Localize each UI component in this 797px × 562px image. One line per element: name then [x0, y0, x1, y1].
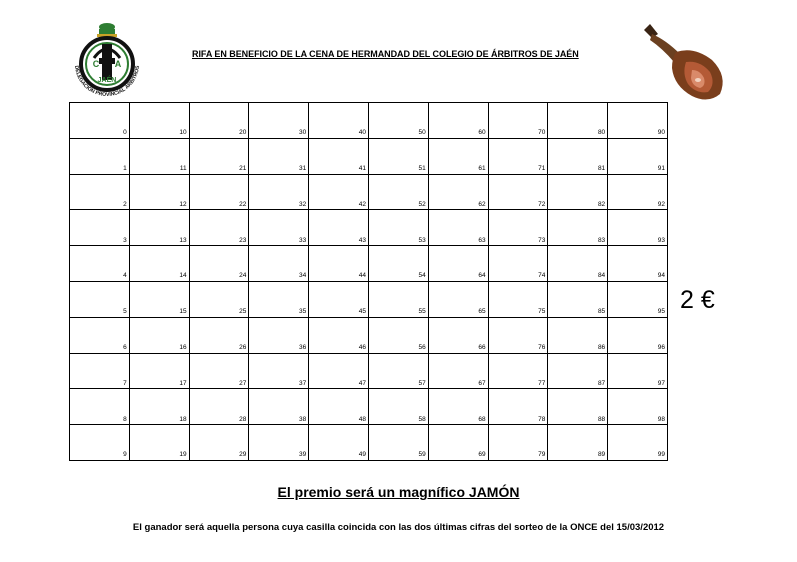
raffle-cell[interactable]: [548, 281, 608, 317]
raffle-cell-number: 92: [657, 200, 665, 208]
raffle-cell[interactable]: [309, 174, 369, 210]
raffle-cell-number: 95: [657, 308, 665, 316]
raffle-cell[interactable]: [129, 389, 189, 425]
raffle-cell-number: 7: [123, 379, 127, 387]
raffle-cell-number: 98: [657, 415, 665, 423]
raffle-cell-number: 17: [179, 379, 187, 387]
raffle-cell[interactable]: [488, 246, 548, 282]
raffle-cell[interactable]: [488, 317, 548, 353]
raffle-cell[interactable]: [608, 246, 668, 282]
raffle-cell[interactable]: [70, 210, 130, 246]
raffle-cell[interactable]: [608, 281, 668, 317]
raffle-cell[interactable]: [309, 389, 369, 425]
raffle-cell[interactable]: [189, 138, 249, 174]
raffle-cell-number: 1: [123, 165, 127, 173]
raffle-cell[interactable]: [608, 138, 668, 174]
raffle-cell-number: 49: [358, 451, 366, 459]
raffle-cell-number: 50: [418, 129, 426, 137]
raffle-cell-number: 51: [418, 165, 426, 173]
raffle-cell[interactable]: [70, 103, 130, 139]
raffle-cell[interactable]: [368, 246, 428, 282]
raffle-cell[interactable]: [428, 138, 488, 174]
raffle-cell[interactable]: [189, 174, 249, 210]
raffle-cell[interactable]: [548, 425, 608, 461]
raffle-cell-number: 69: [478, 451, 486, 459]
raffle-cell-number: 93: [657, 236, 665, 244]
raffle-cell[interactable]: [548, 389, 608, 425]
raffle-cell-number: 33: [298, 236, 307, 244]
raffle-cell[interactable]: [249, 425, 309, 461]
raffle-cell[interactable]: [548, 317, 608, 353]
grid-row: [70, 389, 668, 425]
raffle-cell-number: 10: [179, 129, 187, 137]
raffle-cell-number: 90: [657, 129, 665, 137]
raffle-cell-number: 58: [418, 415, 426, 423]
raffle-cell[interactable]: [70, 138, 130, 174]
raffle-cell[interactable]: [189, 353, 249, 389]
raffle-cell-number: 79: [538, 451, 546, 459]
raffle-cell[interactable]: [249, 246, 309, 282]
raffle-cell[interactable]: [249, 281, 309, 317]
raffle-cell-number: 37: [298, 379, 307, 387]
referee-association-crest-icon: [66, 20, 148, 102]
raffle-cell[interactable]: [129, 353, 189, 389]
raffle-cell-number: 53: [418, 236, 426, 244]
raffle-cell-number: 80: [597, 129, 606, 137]
raffle-cell-number: 4: [123, 272, 127, 280]
raffle-cell-number: 28: [239, 415, 247, 423]
raffle-cell-number: 94: [657, 272, 665, 280]
raffle-cell-number: 8: [123, 415, 127, 423]
raffle-cell[interactable]: [70, 246, 130, 282]
raffle-cell-number: 63: [478, 236, 486, 244]
grid-row: [70, 210, 668, 246]
raffle-cell-number: 34: [298, 272, 307, 280]
raffle-cell-number: 59: [418, 451, 426, 459]
raffle-cell-number: 56: [418, 344, 426, 352]
referee-association-logo: [66, 20, 148, 102]
raffle-cell-number: 15: [179, 308, 187, 316]
raffle-cell[interactable]: [488, 281, 548, 317]
raffle-cell[interactable]: [548, 353, 608, 389]
raffle-cell-number: 64: [478, 272, 486, 280]
raffle-cell-number: 68: [478, 415, 486, 423]
grid-row: [70, 246, 668, 282]
raffle-cell-number: 84: [597, 272, 606, 280]
raffle-cell[interactable]: [309, 281, 369, 317]
raffle-cell-number: 89: [597, 451, 606, 459]
raffle-cell-number: 52: [418, 200, 426, 208]
raffle-cell[interactable]: [70, 425, 130, 461]
raffle-cell-number: 26: [239, 344, 247, 352]
raffle-cell-number: 19: [179, 451, 187, 459]
raffle-cell[interactable]: [488, 389, 548, 425]
raffle-cell[interactable]: [309, 246, 369, 282]
raffle-cell[interactable]: [488, 174, 548, 210]
raffle-cell[interactable]: [428, 353, 488, 389]
raffle-cell-number: 20: [239, 129, 247, 137]
grid-row: [70, 353, 668, 389]
raffle-cell[interactable]: [608, 210, 668, 246]
raffle-cell[interactable]: [189, 210, 249, 246]
prize-announcement: [0, 484, 797, 500]
raffle-cell-number: 60: [478, 129, 486, 137]
ticket-price: 2 €: [680, 286, 715, 314]
raffle-cell-number: 25: [239, 308, 247, 316]
grid-row: [70, 317, 668, 353]
raffle-cell[interactable]: [189, 103, 249, 139]
raffle-cell-number: 78: [538, 415, 546, 423]
logo-ring-text: DELEGACIÓN PROVINCIAL ÁRBITROS: [73, 65, 141, 99]
raffle-cell[interactable]: [428, 210, 488, 246]
raffle-cell[interactable]: [309, 353, 369, 389]
raffle-cell[interactable]: [249, 210, 309, 246]
raffle-cell-number: 74: [538, 272, 546, 280]
raffle-cell[interactable]: [189, 317, 249, 353]
raffle-cell-number: 14: [179, 272, 187, 280]
raffle-cell-number: 29: [239, 451, 247, 459]
raffle-cell-number: 43: [358, 236, 366, 244]
raffle-cell[interactable]: [249, 103, 309, 139]
raffle-cell[interactable]: [309, 210, 369, 246]
raffle-cell-number: 91: [657, 165, 665, 173]
raffle-cell[interactable]: [608, 425, 668, 461]
raffle-cell-number: 82: [597, 200, 606, 208]
raffle-cell[interactable]: [608, 174, 668, 210]
raffle-cell[interactable]: [129, 281, 189, 317]
raffle-cell[interactable]: [608, 103, 668, 139]
logo-city: JAÉN: [97, 77, 117, 84]
raffle-cell-number: 24: [239, 272, 247, 280]
raffle-cell-number: 96: [657, 344, 665, 352]
raffle-cell-number: 27: [239, 379, 247, 387]
raffle-cell-number: 75: [538, 308, 546, 316]
prize-text: El premio será un magnífico JAMÓN: [277, 484, 520, 500]
raffle-cell-number: 18: [179, 415, 187, 423]
raffle-cell[interactable]: [189, 425, 249, 461]
raffle-cell[interactable]: [249, 353, 309, 389]
raffle-cell[interactable]: [488, 210, 548, 246]
raffle-cell[interactable]: [488, 138, 548, 174]
raffle-cell[interactable]: [428, 174, 488, 210]
raffle-cell-number: 87: [597, 379, 606, 387]
raffle-cell[interactable]: [309, 317, 369, 353]
raffle-cell[interactable]: [249, 174, 309, 210]
raffle-cell-number: 23: [239, 236, 247, 244]
grid-row: [70, 174, 668, 210]
raffle-cell-number: 12: [179, 200, 187, 208]
raffle-cell-number: 46: [358, 344, 366, 352]
raffle-cell[interactable]: [189, 281, 249, 317]
raffle-cell-number: 67: [478, 379, 486, 387]
logo-letters: C: [92, 59, 100, 69]
raffle-cell-number: 40: [358, 129, 366, 137]
raffle-cell[interactable]: [249, 389, 309, 425]
raffle-cell-number: 73: [538, 236, 546, 244]
raffle-cell-number: 62: [478, 200, 486, 208]
raffle-cell[interactable]: [129, 425, 189, 461]
raffle-number-grid: [69, 102, 668, 461]
raffle-cell-number: 38: [298, 415, 307, 423]
raffle-cell[interactable]: [70, 317, 130, 353]
raffle-cell-number: 39: [298, 451, 307, 459]
ham-image: [636, 20, 730, 104]
raffle-cell-number: 2: [123, 200, 127, 208]
raffle-cell-number: 54: [418, 272, 426, 280]
raffle-cell[interactable]: [129, 138, 189, 174]
raffle-cell[interactable]: [368, 138, 428, 174]
raffle-cell[interactable]: [608, 389, 668, 425]
raffle-cell[interactable]: [488, 103, 548, 139]
raffle-cell-number: 88: [597, 415, 606, 423]
raffle-cell-number: 81: [597, 165, 606, 173]
raffle-cell-number: 9: [123, 451, 127, 459]
raffle-cell-number: 86: [597, 344, 606, 352]
raffle-cell[interactable]: [368, 425, 428, 461]
raffle-cell-number: 66: [478, 344, 486, 352]
raffle-cell[interactable]: [129, 210, 189, 246]
raffle-cell-number: 61: [478, 165, 486, 173]
raffle-cell[interactable]: [129, 103, 189, 139]
raffle-cell[interactable]: [368, 353, 428, 389]
grid-row: [70, 281, 668, 317]
raffle-cell-number: 45: [358, 308, 366, 316]
raffle-cell-number: 41: [358, 165, 366, 173]
raffle-cell-number: 31: [298, 165, 307, 173]
raffle-cell[interactable]: [548, 103, 608, 139]
raffle-cell-number: 21: [239, 165, 247, 173]
raffle-cell-number: 72: [538, 200, 546, 208]
raffle-cell-number: 83: [597, 236, 606, 244]
raffle-cell-number: 99: [657, 451, 665, 459]
raffle-cell[interactable]: [129, 246, 189, 282]
svg-text:A: A: [114, 59, 122, 69]
grid-row: [70, 138, 668, 174]
raffle-cell-number: 77: [538, 379, 546, 387]
raffle-cell[interactable]: [189, 389, 249, 425]
page-title: RIFA EN BENEFICIO DE LA CENA DE HERMANDAD DEL COLEGIO DE ÁRBITROS DE JAÉN: [192, 49, 579, 59]
raffle-cell-number: 55: [418, 308, 426, 316]
raffle-cell[interactable]: [428, 317, 488, 353]
raffle-cell[interactable]: [428, 103, 488, 139]
raffle-cell[interactable]: [129, 174, 189, 210]
raffle-cell[interactable]: [488, 353, 548, 389]
winner-rules-text: El ganador será aquella persona cuya casilla coincida con las dos últimas cifras del sorteo de la ONCE del 15/03/2012: [132, 522, 665, 533]
raffle-cell-number: 65: [478, 308, 486, 316]
raffle-cell[interactable]: [129, 317, 189, 353]
raffle-cell-number: 0: [123, 129, 127, 137]
raffle-cell[interactable]: [428, 425, 488, 461]
raffle-cell-number: 13: [179, 236, 187, 244]
ham-leg-icon: [636, 20, 730, 104]
raffle-cell-number: 76: [538, 344, 546, 352]
raffle-cell[interactable]: [428, 281, 488, 317]
raffle-cell[interactable]: [189, 246, 249, 282]
raffle-cell[interactable]: [608, 353, 668, 389]
raffle-cell-number: 48: [358, 415, 366, 423]
raffle-cell[interactable]: [249, 317, 309, 353]
grid-row: [70, 103, 668, 139]
raffle-cell-number: 70: [538, 129, 546, 137]
raffle-cell[interactable]: [368, 317, 428, 353]
raffle-cell-number: 36: [298, 344, 307, 352]
raffle-cell[interactable]: [548, 138, 608, 174]
raffle-cell[interactable]: [608, 317, 668, 353]
raffle-cell[interactable]: [488, 425, 548, 461]
raffle-cell-number: 16: [179, 344, 187, 352]
raffle-cell[interactable]: [368, 103, 428, 139]
raffle-cell[interactable]: [368, 210, 428, 246]
raffle-cell[interactable]: [249, 138, 309, 174]
raffle-cell[interactable]: [428, 246, 488, 282]
raffle-cell-number: 35: [298, 308, 307, 316]
raffle-cell-number: 5: [123, 308, 127, 316]
raffle-cell[interactable]: [368, 174, 428, 210]
raffle-cell-number: 3: [123, 236, 127, 244]
raffle-cell-number: 30: [298, 129, 307, 137]
raffle-cell-number: 85: [597, 308, 606, 316]
raffle-cell-number: 57: [418, 379, 426, 387]
raffle-cell-number: 71: [538, 165, 546, 173]
raffle-cell-number: 22: [239, 200, 247, 208]
raffle-cell[interactable]: [309, 138, 369, 174]
raffle-cell-number: 11: [179, 165, 187, 173]
raffle-cell[interactable]: [70, 389, 130, 425]
raffle-cell[interactable]: [70, 281, 130, 317]
raffle-cell-number: 42: [358, 200, 366, 208]
raffle-cell[interactable]: [548, 210, 608, 246]
grid-row: [70, 425, 668, 461]
raffle-cell[interactable]: [548, 174, 608, 210]
raffle-cell-number: 44: [358, 272, 366, 280]
raffle-cell[interactable]: [70, 174, 130, 210]
raffle-cell[interactable]: [309, 103, 369, 139]
raffle-cell[interactable]: [428, 389, 488, 425]
raffle-cell-number: 97: [657, 379, 665, 387]
raffle-cell[interactable]: [368, 281, 428, 317]
raffle-cell[interactable]: [368, 389, 428, 425]
raffle-cell[interactable]: [548, 246, 608, 282]
raffle-cell-number: 47: [358, 379, 366, 387]
raffle-cell-number: 6: [123, 344, 127, 352]
raffle-cell[interactable]: [309, 425, 369, 461]
raffle-cell-number: 32: [298, 200, 307, 208]
raffle-cell[interactable]: [70, 353, 130, 389]
